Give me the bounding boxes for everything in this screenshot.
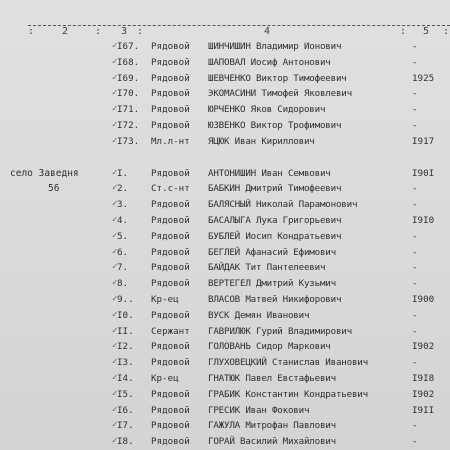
checkmark: ✓ (112, 199, 118, 210)
record-rank: Рядовой (151, 104, 190, 116)
record-number: 5. (117, 230, 129, 242)
record-rank: Ст.с-нт (151, 183, 190, 195)
record-year: I90I (412, 167, 435, 179)
record-year: I900 (412, 293, 435, 305)
record-year: I902 (412, 341, 435, 353)
record-rank: Рядовой (151, 119, 190, 131)
column-number-2: 2 (62, 26, 69, 37)
record-year: I9II (412, 404, 435, 416)
list-item (0, 418, 450, 434)
list-item (0, 102, 450, 118)
checkmark: ✓ (112, 309, 118, 320)
record-year: 1925 (412, 72, 435, 84)
record-rank: Рядовой (151, 72, 190, 84)
record-name: ГНАТЮК Павел Евстафьевич (208, 372, 336, 384)
checkmark: ✓ (112, 293, 118, 304)
list-item (0, 276, 450, 292)
record-number: 8. (117, 278, 129, 290)
record-name: ЯЦЮК Иван Кириллович (208, 135, 315, 147)
checkmark: ✓ (112, 41, 118, 51)
colon-marker: : (28, 26, 35, 37)
record-name: БЕГЛЕЙ Афанасий Ефимович (208, 246, 336, 258)
record-number: 6. (117, 246, 129, 258)
record-rank: Рядовой (151, 167, 190, 179)
record-year: - (412, 183, 418, 195)
list-item (0, 181, 450, 197)
record-rank: Рядовой (151, 41, 190, 52)
record-name: БАЛЯСНЫЙ Николай Парамонович (208, 199, 358, 211)
list-item (0, 387, 450, 403)
checkmark: ✓ (112, 167, 118, 178)
checkmark: ✓ (112, 341, 118, 352)
checkmark: ✓ (112, 88, 118, 99)
record-name: ГРЕСИК Иван Фокович (208, 404, 310, 416)
record-year: I9I0 (412, 214, 435, 226)
record-rank: Рядовой (151, 56, 190, 68)
list-item (0, 292, 450, 308)
colon-marker: : (400, 26, 407, 37)
record-rank: Рядовой (151, 246, 190, 258)
record-number: I5. (117, 388, 134, 400)
record-number: 3. (117, 199, 129, 211)
record-name: ШЕВЧЕНКО Виктор Тимофеевич (208, 72, 347, 84)
checkmark: ✓ (112, 119, 118, 130)
record-name: БУБЛЕЙ Иосип Кондратьевич (208, 230, 342, 242)
colon-marker: : (137, 26, 144, 37)
list-item (0, 86, 450, 102)
record-year: - (412, 41, 418, 52)
record-rank: Сержант (151, 325, 190, 337)
record-number: I73. (117, 135, 140, 147)
record-number: 2. (117, 183, 129, 195)
list-item (0, 403, 450, 419)
column-number-3: 3 (121, 26, 128, 37)
record-year: I902 (412, 388, 435, 400)
record-rank: Рядовой (151, 230, 190, 242)
record-name: ВУСК Демян Иванович (208, 309, 310, 321)
record-rank: Рядовой (151, 341, 190, 353)
record-year: - (412, 436, 418, 448)
record-rank: Рядовой (151, 214, 190, 226)
record-number: 4. (117, 214, 129, 226)
record-rank: Рядовой (151, 404, 190, 416)
place-name: село Заведня (10, 167, 79, 179)
list-item (0, 371, 450, 387)
list-item (0, 166, 450, 182)
record-year: - (412, 104, 418, 116)
record-rank: Рядовой (151, 357, 190, 369)
record-rank: Мл.л-нт (151, 135, 190, 147)
record-name: ЮЗВЕНКО Виктор Трофимович (208, 119, 342, 131)
record-rank: Рядовой (151, 262, 190, 274)
checkmark: ✓ (112, 278, 118, 289)
record-name: ГАЖУЛА Митрофан Павлович (208, 420, 336, 432)
record-year: - (412, 325, 418, 337)
record-year: I9I8 (412, 372, 435, 384)
record-year: - (412, 56, 418, 68)
colon-marker: : (443, 26, 450, 37)
record-name: ВЛАСОВ Матвей Никифорович (208, 293, 342, 305)
record-name: БАСАЛЫГА Лука Григорьевич (208, 214, 342, 226)
record-name: ГОРАЙ Василий Михайлович (208, 436, 336, 448)
list-item (0, 134, 450, 150)
record-name: АНТОНИШИН Иван Семвович (208, 167, 331, 179)
record-number: I72. (117, 119, 140, 131)
record-name: ГРАБИК Константин Кондратьевич (208, 388, 368, 400)
record-number: 7. (117, 262, 129, 274)
record-year: - (412, 262, 418, 274)
checkmark: ✓ (112, 230, 118, 241)
record-year: - (412, 420, 418, 432)
list-item (0, 55, 450, 71)
list-item (0, 308, 450, 324)
record-year: I917 (412, 135, 435, 147)
record-rank: Рядовой (151, 309, 190, 321)
record-name: ШАПОВАЛ Иосиф Антонович (208, 56, 331, 68)
record-name: ГЛУХОВЕЦКИЙ Станислав Иванович (208, 357, 368, 369)
checkmark: ✓ (112, 72, 118, 83)
list-item (0, 71, 450, 87)
record-name: БАБКИН Дмитрий Тимофеевич (208, 183, 342, 195)
record-year: - (412, 246, 418, 258)
record-number: 9.. (117, 293, 134, 305)
record-rank: Рядовой (151, 88, 190, 100)
checkmark: ✓ (112, 214, 118, 225)
record-name: ШИНЧИШИН Владимир Ионович (208, 41, 342, 52)
column-number-5: 5 (423, 26, 430, 37)
column-header (0, 26, 450, 40)
checkmark: ✓ (112, 262, 118, 273)
record-rank: Рядовой (151, 420, 190, 432)
record-year: - (412, 357, 418, 369)
list-item (0, 260, 450, 276)
place-number: 56 (48, 183, 60, 195)
record-rank: Рядовой (151, 199, 190, 211)
record-number: I3. (117, 357, 134, 369)
section-spacer (0, 150, 450, 166)
record-rank: Кр-ец (151, 293, 179, 305)
list-item (0, 434, 450, 450)
list-item (0, 355, 450, 371)
colon-marker: : (95, 26, 102, 37)
record-number: I67. (117, 41, 140, 52)
record-list (0, 39, 450, 450)
record-rank: Рядовой (151, 436, 190, 448)
record-year: - (412, 230, 418, 242)
list-item (0, 324, 450, 340)
record-year: - (412, 278, 418, 290)
record-number: I71. (117, 104, 140, 116)
record-number: I0. (117, 309, 134, 321)
list-item (0, 213, 450, 229)
record-name: БАЙДАК Тит Пантелеевич (208, 262, 326, 274)
record-number: I68. (117, 56, 140, 68)
checkmark: ✓ (112, 246, 118, 257)
checkmark: ✓ (112, 404, 118, 415)
record-number: I8. (117, 436, 134, 448)
record-rank: Рядовой (151, 388, 190, 400)
list-item (0, 229, 450, 245)
column-number-4: 4 (264, 26, 271, 37)
list-item (0, 39, 450, 55)
checkmark: ✓ (112, 56, 118, 67)
record-number: I. (117, 167, 129, 179)
checkmark: ✓ (112, 388, 118, 399)
record-rank: Кр-ец (151, 372, 179, 384)
list-item (0, 118, 450, 134)
record-name: ВЕРТЕГЕЛ Дмитрий Кузьмич (208, 278, 336, 290)
record-rank: Рядовой (151, 278, 190, 290)
record-number: I4. (117, 372, 134, 384)
record-number: I70. (117, 88, 140, 100)
checkmark: ✓ (112, 357, 118, 368)
record-year: - (412, 199, 418, 211)
record-name: ЮРЧЕНКО Яков Сидорович (208, 104, 326, 116)
record-number: I7. (117, 420, 134, 432)
checkmark: ✓ (112, 436, 118, 447)
record-number: II. (117, 325, 134, 337)
record-number: I6. (117, 404, 134, 416)
checkmark: ✓ (112, 135, 118, 146)
list-item (0, 197, 450, 213)
checkmark: ✓ (112, 372, 118, 383)
record-name: ГАВРИЛЮК Гурий Владимирович (208, 325, 352, 337)
record-year: - (412, 88, 418, 100)
record-number: I69. (117, 72, 140, 84)
list-item (0, 339, 450, 355)
list-item (0, 245, 450, 261)
record-year: - (412, 119, 418, 131)
record-name: ЭКОМАСИНИ Тимофей Яковлевич (208, 88, 352, 100)
record-name: ГОЛОВАНЬ Сидор Маркович (208, 341, 331, 353)
checkmark: ✓ (112, 104, 118, 115)
checkmark: ✓ (112, 325, 118, 336)
record-number: I2. (117, 341, 134, 353)
record-year: - (412, 309, 418, 321)
checkmark: ✓ (112, 420, 118, 431)
checkmark: ✓ (112, 183, 118, 194)
